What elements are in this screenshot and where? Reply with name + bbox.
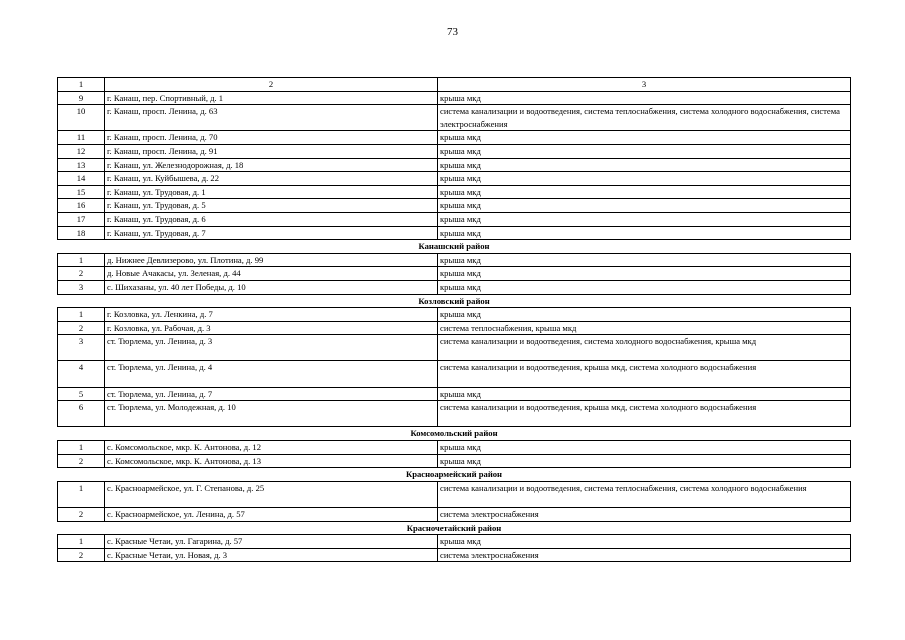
work-type-cell: крыша мкд [438,172,851,186]
address-cell: г. Козловка, ул. Ленкина, д. 7 [105,308,438,322]
section-title: Козловский район [58,294,851,308]
section-header-row [58,427,851,441]
table-row [58,253,851,267]
table-row [58,441,851,455]
row-number-cell: 10 [58,105,105,131]
address-cell: г. Канаш, ул. Железнодорожная, д. 18 [105,158,438,172]
work-type-cell: система канализации и водоотведения, система холодного водоснабжения, крыша мкд [438,335,851,361]
header-cell-number: 1 [58,78,105,92]
address-cell: с. Красные Четаи, ул. Новая, д. 3 [105,548,438,562]
work-type-cell: крыша мкд [438,308,851,322]
address-cell: ст. Тюрлема, ул. Молодежная, д. 10 [105,401,438,427]
table-row [58,267,851,281]
table-row [58,361,851,387]
work-type-cell: крыша мкд [438,131,851,145]
table-row [58,212,851,226]
address-cell: г. Канаш, просп. Ленина, д. 91 [105,144,438,158]
row-number-cell: 15 [58,185,105,199]
table-row [58,548,851,562]
address-cell: г. Козловка, ул. Рабочая, д. 3 [105,321,438,335]
work-type-cell: крыша мкд [438,212,851,226]
table-row [58,535,851,549]
table-row [58,481,851,507]
address-cell: с. Красные Четаи, ул. Гагарина, д. 57 [105,535,438,549]
work-type-cell: система электроснабжения [438,508,851,522]
row-number-cell: 2 [58,548,105,562]
address-cell: с. Комсомольское, мкр. К. Антонова, д. 13 [105,454,438,468]
work-type-cell: крыша мкд [438,158,851,172]
section-title: Комсомольский район [58,427,851,441]
address-cell: д. Новые Ачакасы, ул. Зеленая, д. 44 [105,267,438,281]
row-number-cell: 5 [58,387,105,401]
row-number-cell: 2 [58,454,105,468]
row-number-cell: 13 [58,158,105,172]
row-number-cell: 2 [58,321,105,335]
row-number-cell: 1 [58,308,105,322]
table-row [58,454,851,468]
work-type-cell: крыша мкд [438,454,851,468]
address-cell: г. Канаш, ул. Куйбышева, д. 22 [105,172,438,186]
address-cell: г. Канаш, ул. Трудовая, д. 5 [105,199,438,213]
table-row [58,508,851,522]
section-header-row [58,468,851,482]
works-table [57,77,851,562]
row-number-cell: 2 [58,267,105,281]
work-type-cell: крыша мкд [438,144,851,158]
work-type-cell: система канализации и водоотведения, крыша мкд, система холодного водоснабжения [438,401,851,427]
work-type-cell: крыша мкд [438,387,851,401]
address-cell: ст. Тюрлема, ул. Ленина, д. 3 [105,335,438,361]
address-cell: с. Шихазаны, ул. 40 лет Победы, д. 10 [105,280,438,294]
table-row [58,280,851,294]
work-type-cell: система канализации и водоотведения, крыша мкд, система холодного водоснабжения [438,361,851,387]
section-header-row [58,521,851,535]
address-cell: ст. Тюрлема, ул. Ленина, д. 4 [105,361,438,387]
section-title: Красночетайский район [58,521,851,535]
work-type-cell: крыша мкд [438,441,851,455]
table-row [58,158,851,172]
work-type-cell: крыша мкд [438,185,851,199]
table-row [58,308,851,322]
address-cell: с. Красноармейское, ул. Г. Степанова, д. 25 [105,481,438,507]
table-row [58,131,851,145]
row-number-cell: 9 [58,91,105,105]
address-cell: г. Канаш, пер. Спортивный, д. 1 [105,91,438,105]
header-cell-address: 2 [105,78,438,92]
work-type-cell: крыша мкд [438,226,851,240]
work-type-cell: крыша мкд [438,199,851,213]
work-type-cell: крыша мкд [438,253,851,267]
table-row [58,185,851,199]
table-row [58,172,851,186]
work-type-cell: крыша мкд [438,535,851,549]
address-cell: г. Канаш, просп. Ленина, д. 63 [105,105,438,131]
work-type-cell: крыша мкд [438,280,851,294]
section-header-row [58,294,851,308]
row-number-cell: 1 [58,253,105,267]
table-row [58,387,851,401]
table-row [58,144,851,158]
row-number-cell: 4 [58,361,105,387]
row-number-cell: 2 [58,508,105,522]
table-row [58,335,851,361]
row-number-cell: 3 [58,280,105,294]
work-type-cell: система теплоснабжения, крыша мкд [438,321,851,335]
work-type-cell: система канализации и водоотведения, система теплоснабжения, система холодного водоснабжения [438,481,851,507]
table-row [58,226,851,240]
row-number-cell: 17 [58,212,105,226]
address-cell: г. Канаш, просп. Ленина, д. 70 [105,131,438,145]
table-header-row [58,78,851,92]
row-number-cell: 18 [58,226,105,240]
row-number-cell: 1 [58,481,105,507]
table-row [58,105,851,131]
row-number-cell: 1 [58,535,105,549]
row-number-cell: 6 [58,401,105,427]
table-row [58,401,851,427]
work-type-cell: крыша мкд [438,267,851,281]
row-number-cell: 11 [58,131,105,145]
header-cell-work: 3 [438,78,851,92]
table-row [58,199,851,213]
address-cell: г. Канаш, ул. Трудовая, д. 1 [105,185,438,199]
page-number: 73 [447,26,458,38]
table-row [58,321,851,335]
row-number-cell: 3 [58,335,105,361]
work-type-cell: система электроснабжения [438,548,851,562]
table-body [58,78,851,562]
address-cell: г. Канаш, ул. Трудовая, д. 7 [105,226,438,240]
address-cell: ст. Тюрлема, ул. Ленина, д. 7 [105,387,438,401]
table-row [58,91,851,105]
row-number-cell: 1 [58,441,105,455]
address-cell: д. Нижнее Девлизерово, ул. Плотина, д. 99 [105,253,438,267]
section-title: Канашский район [58,240,851,254]
row-number-cell: 12 [58,144,105,158]
work-type-cell: крыша мкд [438,91,851,105]
row-number-cell: 16 [58,199,105,213]
work-type-cell: система канализации и водоотведения, система теплоснабжения, система холодного водоснабжения, система электроснабжения [438,105,851,131]
address-cell: с. Комсомольское, мкр. К. Антонова, д. 12 [105,441,438,455]
row-number-cell: 14 [58,172,105,186]
section-title: Красноармейский район [58,468,851,482]
section-header-row [58,240,851,254]
address-cell: г. Канаш, ул. Трудовая, д. 6 [105,212,438,226]
address-cell: с. Красноармейское, ул. Ленина, д. 57 [105,508,438,522]
